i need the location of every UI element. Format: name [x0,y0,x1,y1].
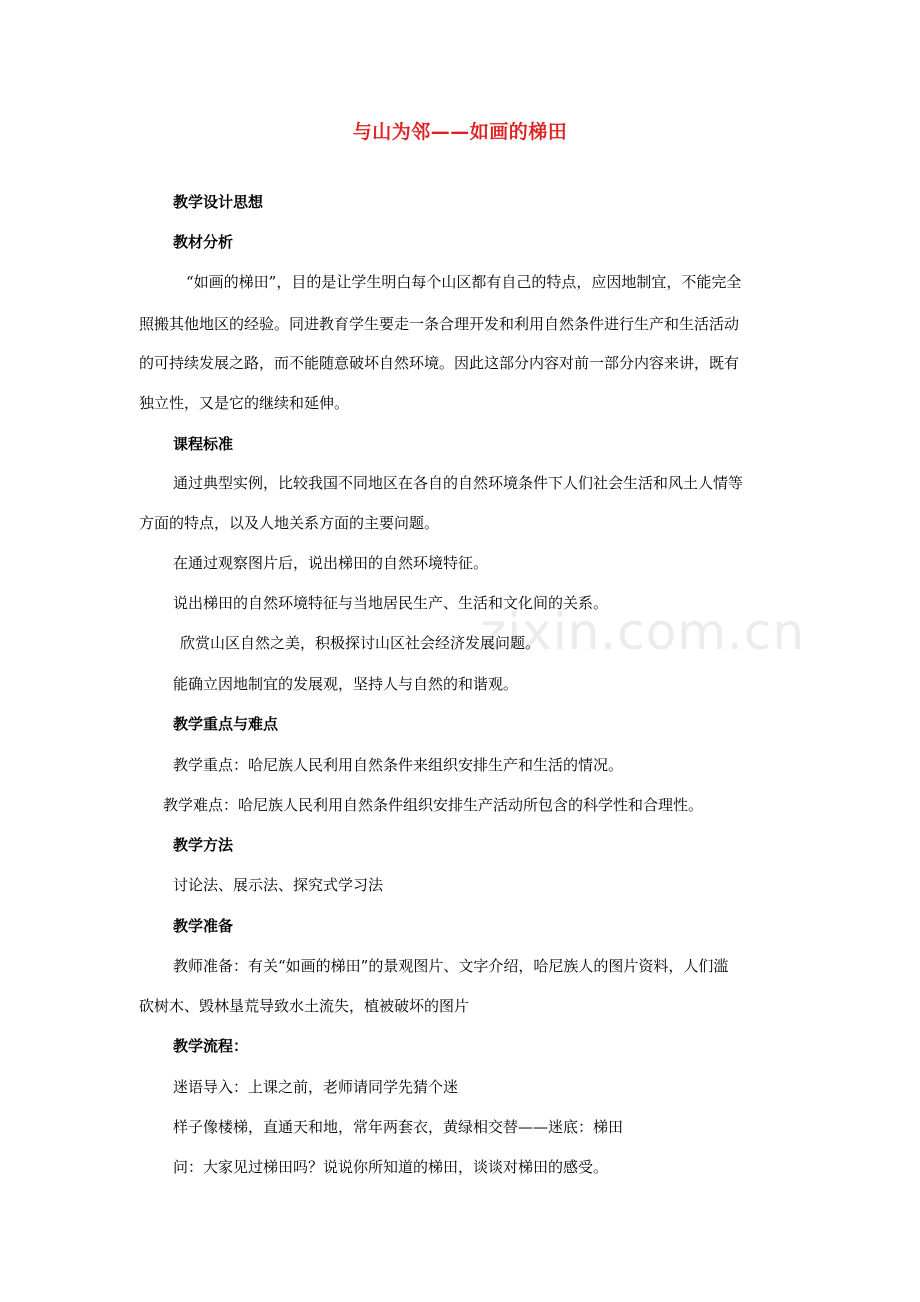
preparation-line: 砍树木、毁林垦荒导致水土流失，植被破坏的图片 [139,997,470,1015]
analysis-line: 独立性，又是它的继续和延伸。 [139,394,350,412]
process-line: 问：大家见过梯田吗？说说你所知道的梯田，谈谈对梯田的感受。 [173,1158,609,1176]
standard-line: 说出梯田的自然环境特征与当地居民生产、生活和文化间的关系。 [173,594,609,612]
watermark: zixin.com.cn [480,603,806,661]
standard-line: 在通过观察图片后，说出梯田的自然环境特征。 [173,554,489,572]
analysis-line: “如画的梯田”，目的是让学生明白每个山区都有自己的特点，应因地制宜，不能完全 [186,273,742,291]
analysis-line: 照搬其他地区的经验。同进教育学生要走一条合理开发和利用自然条件进行生产和生活活动 [139,315,740,333]
heading-material-analysis: 教材分析 [173,233,234,251]
heading-curriculum-standard: 课程标准 [173,435,234,453]
heading-key-points: 教学重点与难点 [173,715,279,733]
methods-text: 讨论法、展示法、探究式学习法 [173,876,384,894]
standard-line: 通过典型实例，比较我国不同地区在各自的自然环境条件下人们社会生活和风土人情等 [173,474,744,492]
heading-methods: 教学方法 [173,836,234,854]
preparation-line: 教师准备：有关“如画的梯田”的景观图片、文字介绍，哈尼族人的图片资料，人们滥 [173,957,729,975]
standard-line: 方面的特点，以及人地关系方面的主要问题。 [139,514,440,532]
heading-process: 教学流程： [173,1037,249,1055]
process-line: 样子像楼梯，直通天和地，常年两套衣，黄绿相交替——迷底：梯田 [173,1118,624,1136]
analysis-line: 的可持续发展之路，而不能随意破坏自然环境。因此这部分内容对前一部分内容来讲，既有 [139,354,740,372]
standard-line: 能确立因地制宜的发展观，坚持人与自然的和谐观。 [173,675,519,693]
document-title: 与山为邻——如画的梯田 [352,121,568,143]
heading-preparation: 教学准备 [173,917,234,935]
standard-line: 欣赏山区自然之美，积极探讨山区社会经济发展问题。 [180,634,541,652]
process-line: 迷语导入：上课之前，老师请同学先猜个迷 [173,1078,459,1096]
heading-design-idea: 教学设计思想 [173,193,264,211]
difficult-point-text: 教学难点：哈尼族人民利用自然条件组织安排生产活动所包含的科学性和合理性。 [163,796,704,814]
key-point-text: 教学重点：哈尼族人民利用自然条件来组织安排生产和生活的情况。 [173,756,624,774]
